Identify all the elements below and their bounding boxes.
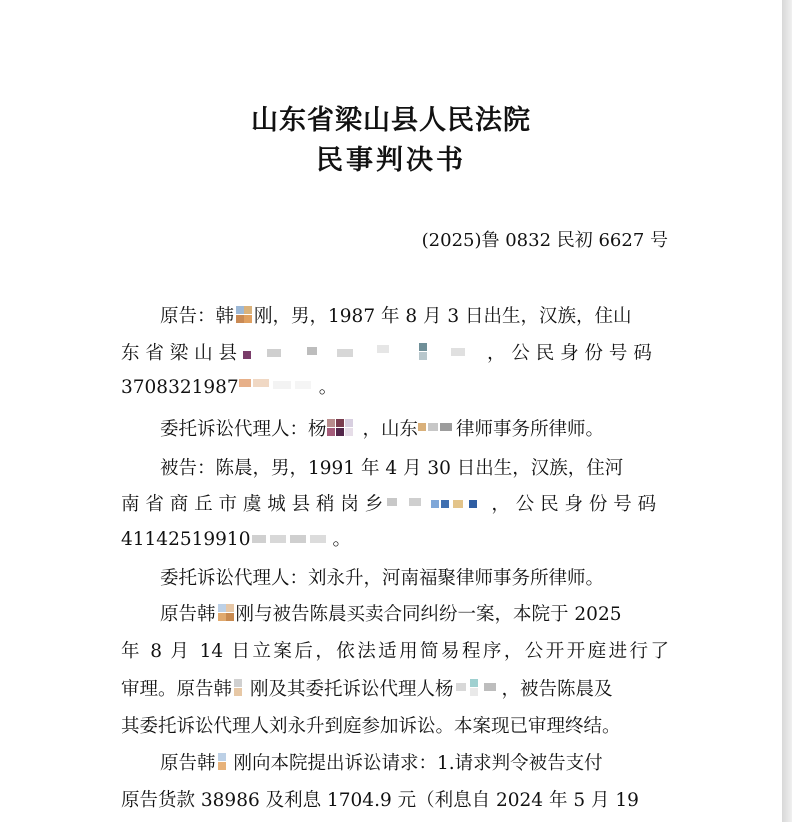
defendant-line-3: 41142519910 。 [121, 529, 351, 550]
redaction-mosaic [216, 753, 234, 772]
document-type: 民事判决书 [316, 145, 466, 176]
redaction-mosaic [454, 679, 502, 698]
defendant-line-1: 被告：陈晨，男，1991 年 4 月 30 日出生，汉族，住河 [160, 458, 624, 479]
redaction-mosaic [250, 529, 332, 548]
redaction-mosaic [216, 604, 236, 623]
redaction-mosaic [383, 494, 491, 513]
case-number: (2025)鲁 0832 民初 6627 号 [421, 230, 668, 251]
redaction-mosaic [237, 343, 487, 362]
defendant-line-2: 南 省 商 丘 市 虞 城 县 稍 岗 乡 ， 公 民 身 份 号 码 [121, 494, 657, 515]
plaintiff-line-3: 3708321987 。 [121, 377, 338, 398]
claims-line-2: 原告货款 38986 及利息 1704.9 元（利息自 2024 年 5 月 19 [121, 790, 639, 811]
redaction-mosaic [234, 306, 254, 325]
redaction-mosaic [232, 679, 250, 698]
page-edge-shadow [782, 0, 792, 822]
case-paragraph-line-4: 其委托诉讼代理人刘永升到庭参加诉讼。本案现已审理终结。 [121, 716, 621, 737]
defendant-agent-line: 委托诉讼代理人：刘永升，河南福聚律师事务所律师。 [160, 568, 605, 589]
redaction-mosaic [327, 419, 363, 438]
plaintiff-line-2: 东 省 梁 山 县 ， 公 民 身 份 号 码 [121, 343, 652, 364]
plaintiff-line-1: 原告：韩 刚，男，1987 年 8 月 3 日出生，汉族，住山 [160, 306, 632, 327]
case-paragraph-line-2: 年 8 月 14 日立案后，依法适用简易程序，公开开庭进行了 [121, 641, 669, 662]
plaintiff-agent-line: 委托诉讼代理人：杨 ，山东 律师事务所律师。 [160, 419, 605, 440]
court-name: 山东省梁山县人民法院 [251, 105, 531, 136]
case-paragraph-line-3: 审理。原告韩 刚及其委托诉讼代理人杨 ，被告陈晨及 [121, 679, 613, 700]
redaction-mosaic [418, 419, 456, 438]
claims-line-1: 原告韩 刚向本院提出诉讼请求：1.请求判令被告支付 [160, 753, 603, 774]
case-paragraph-line-1: 原告韩 刚与被告陈晨买卖合同纠纷一案，本院于 2025 [160, 604, 622, 625]
redaction-mosaic [239, 377, 319, 396]
